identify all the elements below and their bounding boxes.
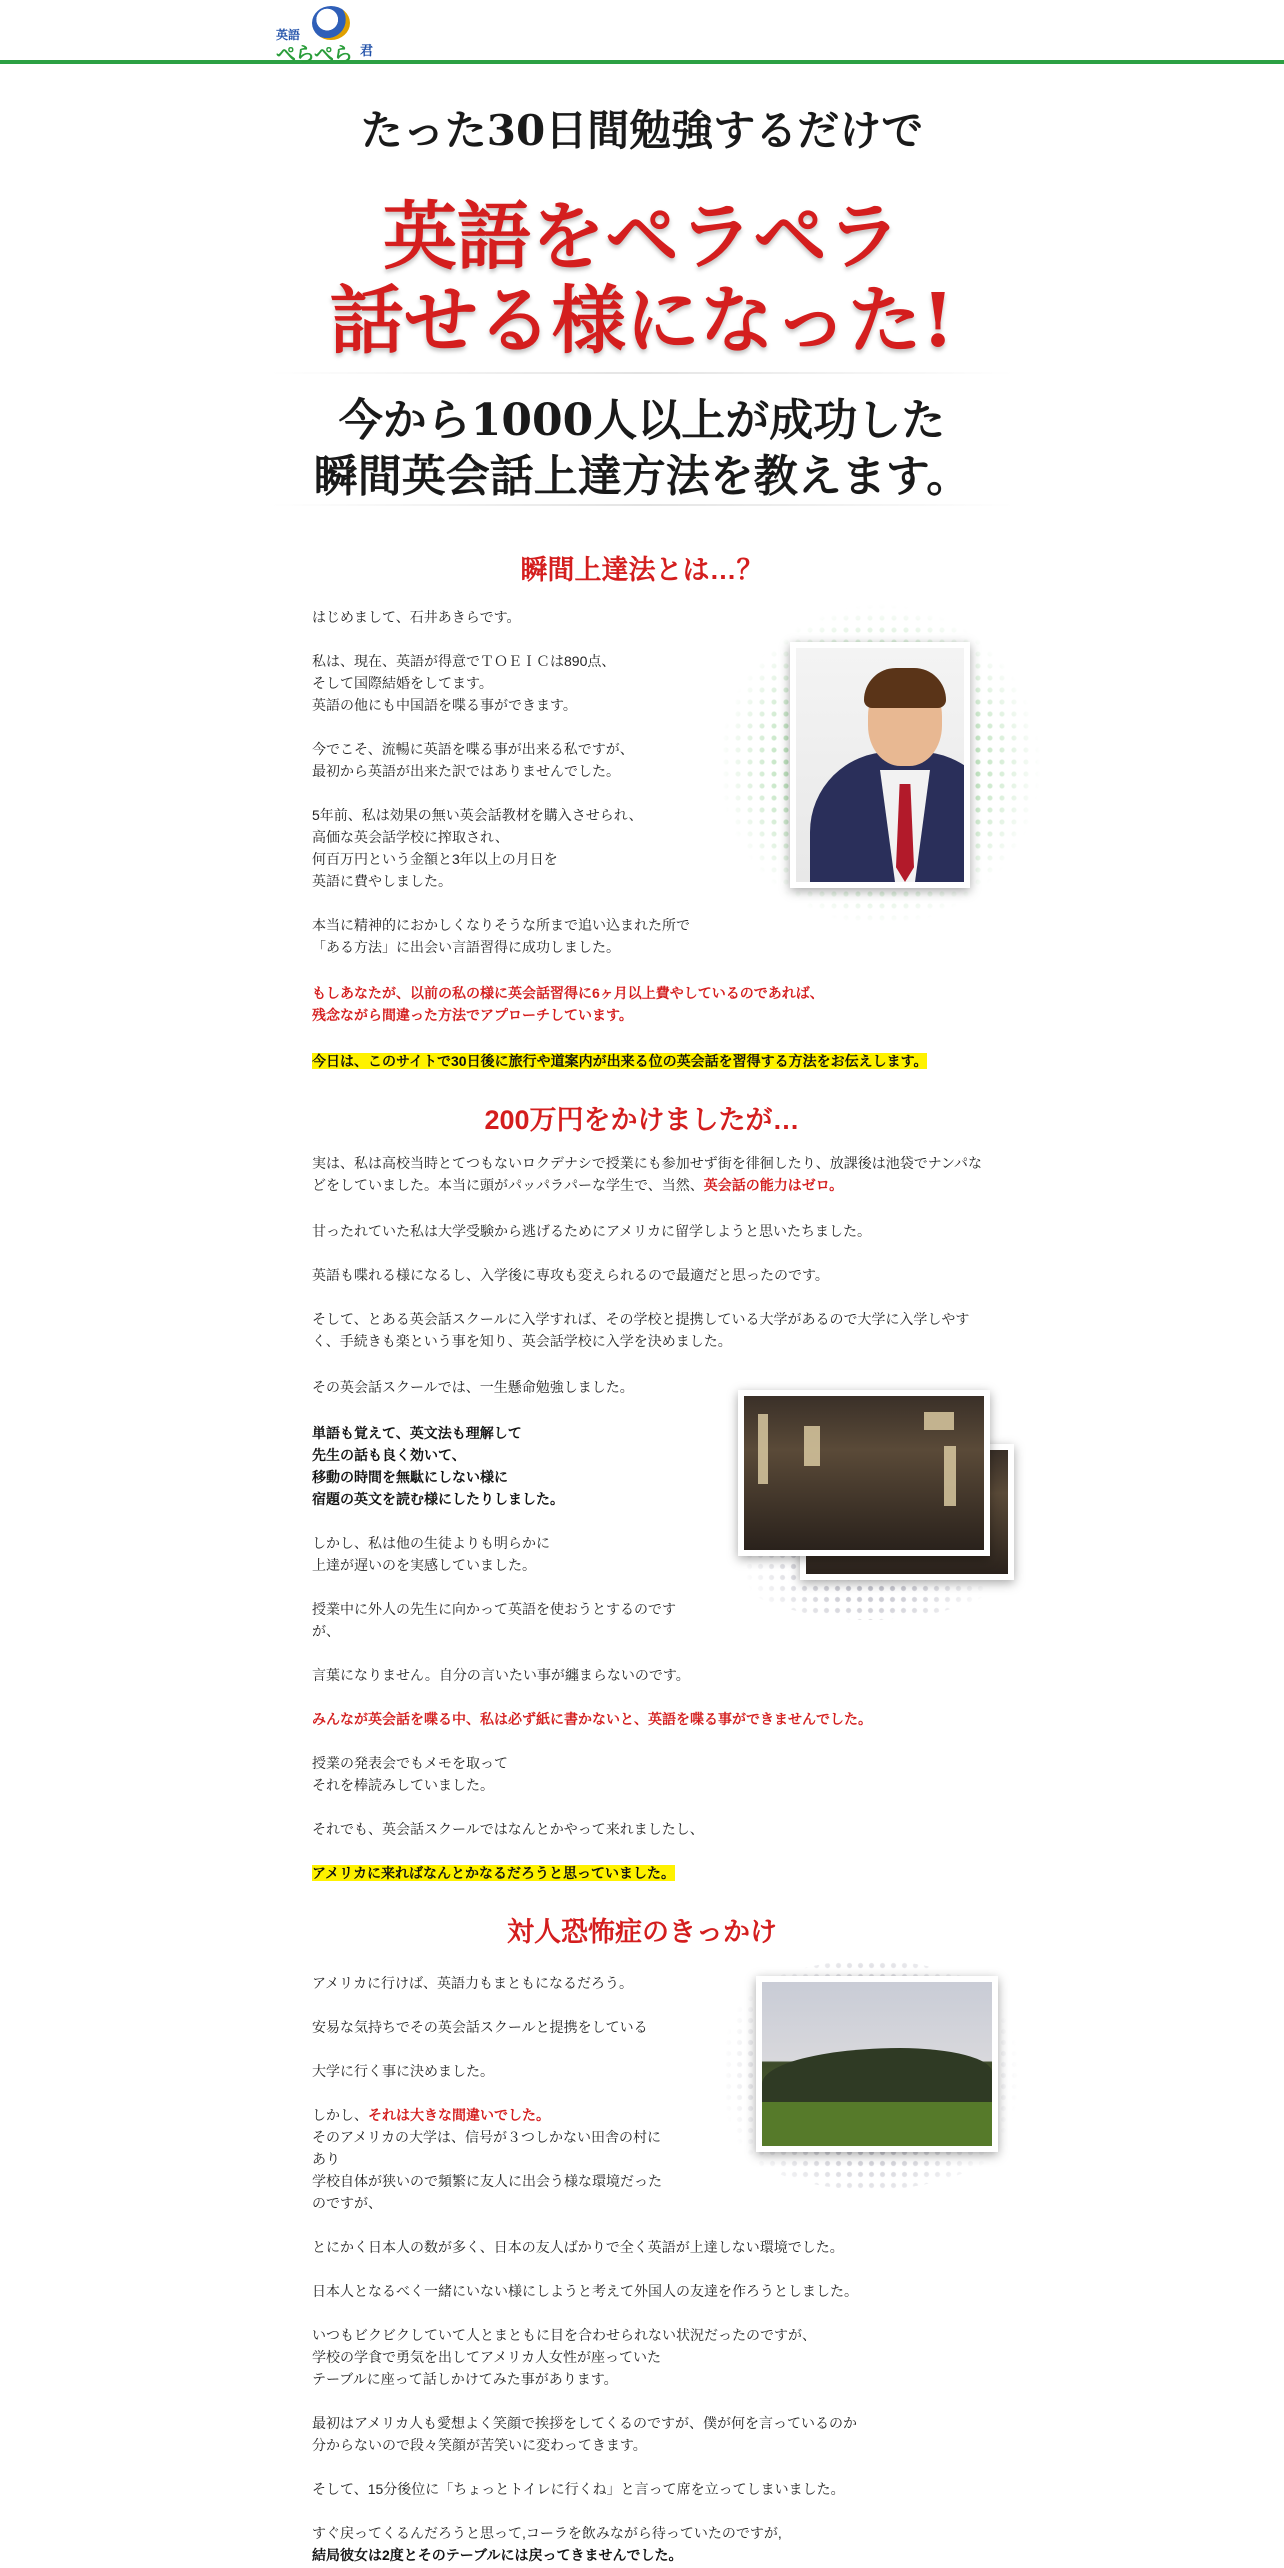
site-logo[interactable] [272, 6, 382, 66]
logo-small-text: 英語 [276, 28, 301, 42]
paragraph: 授業の発表会でもメモを取って それを棒読みしていました。 [312, 1755, 508, 1793]
paragraph: 実は、私は高校当時とてつもないロクデナシで授業にも参加せず街を徘徊したり、放課後は池袋でナンパなどをしていました。本当に頭がパッパラパーな学生で、当然、英会話の能力はゼロ。 [312, 1155, 983, 1193]
paragraph: はじめまして、石井あきらです。 [312, 609, 521, 625]
paragraph: 日本人となるべく一緒にいない様にしようと考えて外国人の友達を作ろうとしました。 [312, 2283, 858, 2299]
hero-divider-top [270, 372, 1014, 374]
paragraph: 甘ったれていた私は大学受験から逃げるためにアメリカに留学しようと思いたちました。 [312, 1223, 872, 1239]
emphasis-red: 英会話の能力はゼロ。 [703, 1177, 844, 1193]
emphasis-red: それは大きな間違いでした。 [368, 2107, 550, 2123]
paragraph: いつもビクビクしていて人とまともに目を合わせられない状況だったのですが、 学校の学食で勇気を出してアメリカ人女性が座っていた テーブルに座って話しかけてみた事があります。 [312, 2327, 816, 2387]
paragraph: そして、15分後位に「ちょっとトイレに行くね」と言って席を立ってしまいました。 [312, 2481, 845, 2497]
bold-paragraph: 結局彼女は2度とそのテーブルには戻ってきませんでした。 [312, 2547, 683, 2563]
hero-lead: たった30日間勉強するだけで [360, 106, 924, 155]
highlight-line [312, 1862, 992, 1884]
paragraph: その英会話スクールでは、一生懸命勉強しました。 [312, 1379, 634, 1395]
paragraph: 大学に行く事に決めました。 [312, 2063, 494, 2079]
paragraph: 本当に精神的におかしくなりそうな所まで追い込まれた所で 「ある方法」に出会い言語習得に成功しました。 [312, 917, 690, 955]
hero-subheadline-1: 今から1000人以上が成功した [338, 395, 946, 446]
mascot-icon [312, 6, 350, 40]
paragraph: しかし、私は他の生徒よりも明らかに 上達が遅いのを実感していました。 [312, 1535, 550, 1573]
paragraph: しかし、それは大きな間違いでした。 そのアメリカの大学は、信号が３つしかない田舎の村に あり 学校自体が狭いので頻繁に友人に出会う様な環境だった のですが、 [312, 2107, 662, 2211]
paragraph: それでも、英会話スクールではなんとかやって来れましたし、 [312, 1821, 704, 1837]
paragraph: 今でこそ、流暢に英語を喋る事が出来る私ですが、 最初から英語が出来た訳ではありませんでした。 [312, 741, 634, 779]
section-heading-anxiety: 対人恐怖症のきっかけ [507, 1917, 777, 1947]
paragraph: とにかく日本人の数が多く、日本の友人ばかりで全く英語が上達しない環境でした。 [312, 2239, 844, 2255]
bold-paragraph: 単語も覚えて、英文法も理解して 先生の話も良く効いて、 移動の時間を無駄にしない様に 宿題の英文を読む様にしたりしました。 [312, 1425, 564, 1507]
hero-subheadline-2: 瞬間英会話上達方法を教えます。 [313, 451, 971, 502]
paragraph: 安易な気持ちでその英会話スクールと提携をしている [312, 2019, 648, 2035]
paragraph: そして、とある英会話スクールに入学すれば、その学校と提携している大学があるので大学に入学しやすく、手続きも楽という事を知り、英会話学校に入学を決めました。 [312, 1311, 970, 1349]
hero-headline-1: 英語をペラペラ [383, 194, 901, 280]
logo-suffix-text: 君 [360, 44, 374, 59]
paragraph: すぐ戻ってくるんだろうと思って,コーラを飲みながら待っていたのですが, [312, 2525, 782, 2541]
paragraph: 私は、現在、英語が得意でＴＯＥＩＣは890点、 そして国際結婚をしてます。 英語の他にも中国語を喋る事ができます。 [312, 653, 616, 713]
logo-main-text: ぺらぺら [276, 42, 352, 66]
paragraph: 言葉になりません。自分の言いたい事が纏まらないのです。 [312, 1667, 690, 1683]
hero-headline-2: 話せる様になった! [329, 278, 955, 364]
paragraph: 5年前、私は効果の無い英会話教材を購入させられ、 高価な英会話学校に搾取され、 何百万円という金額と3年以上の月日を 英語に費やしました。 [312, 807, 643, 889]
paragraph: 最初はアメリカ人も愛想よく笑顔で挨拶をしてくるのですが、僕が何を言っているのか 分からないので段々笑顔が苦笑いに変わってきます。 [312, 2415, 858, 2453]
paragraph: 授業中に外人の先生に向かって英語を使おうとするのです が、 [312, 1601, 676, 1639]
highlight-line [312, 1050, 992, 1072]
hero-divider-bottom [270, 504, 1014, 506]
warning-text: もしあなたが、以前の私の様に英会話習得に6ヶ月以上費やしているのであれば、 残念ながら間違った方法でアプローチしています。 [312, 985, 824, 1023]
section-heading-cost: 200万円をかけましたが… [484, 1105, 800, 1135]
warning-text: みんなが英会話を喋る中、私は必ず紙に書かないと、英語を喋る事ができませんでした。 [312, 1711, 872, 1727]
highlight-text: 今日は、このサイトで30日後に旅行や道案内が出来る位の英会話を習得する方法をお伝えします。 [312, 1053, 928, 1069]
site-header [0, 0, 1284, 64]
highlight-text: アメリカに来ればなんとかなるだろうと思っていました。 [312, 1865, 676, 1881]
paragraph: 英語も喋れる様になるし、入学後に専攻も変えられるので最適だと思ったのです。 [312, 1267, 829, 1283]
paragraph: アメリカに行けば、英語力もまともになるだろう。 [312, 1975, 634, 1991]
section-heading-method: 瞬間上達法とは…？ [520, 555, 764, 585]
